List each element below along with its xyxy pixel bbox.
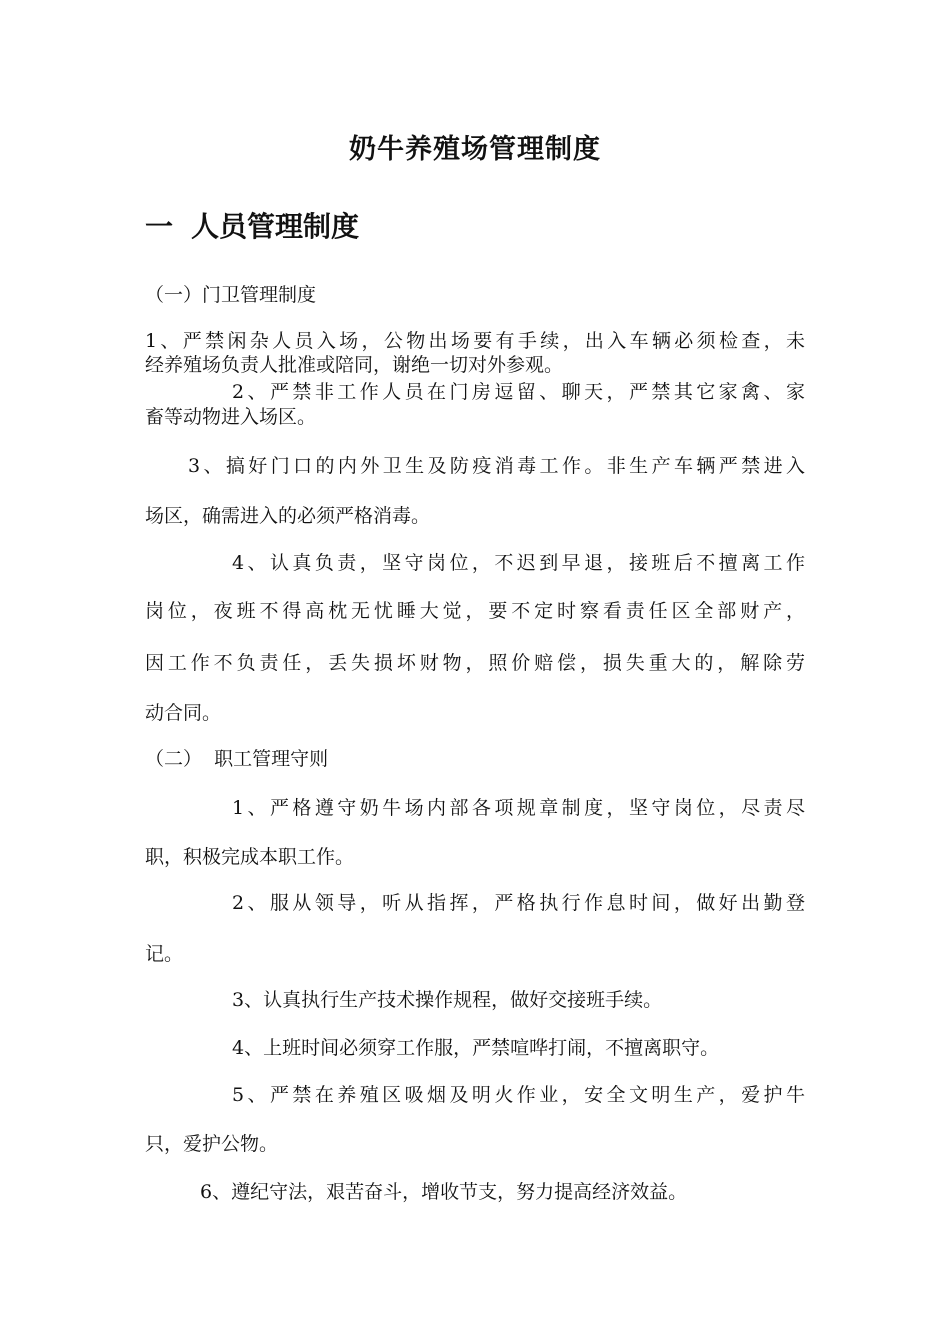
gate-rule-2-line-1: 2、严禁非工作人员在门房逗留、聊天，严禁其它家禽、家 — [232, 381, 805, 403]
document-title: 奶牛养殖场管理制度 — [349, 134, 601, 165]
staff-rule-3: 3、认真执行生产技术操作规程，做好交接班手续。 — [232, 989, 663, 1011]
staff-rule-6: 6、遵纪守法，艰苦奋斗，增收节支，努力提高经济效益。 — [200, 1181, 688, 1203]
subsection-heading-staff — [145, 746, 328, 772]
section-title: 人员管理制度 — [191, 210, 360, 243]
gate-rule-1-line-1: 1、严禁闲杂人员入场，公物出场要有手续，出入车辆必须检查，未 — [145, 330, 805, 352]
staff-rule-4: 4、上班时间必须穿工作服，严禁喧哗打闹，不擅离职守。 — [232, 1037, 720, 1059]
staff-rule-1-line-1: 1、严格遵守奶牛场内部各项规章制度，坚守岗位，尽责尽 — [232, 797, 805, 819]
gate-rule-1-line-2: 经养殖场负责人批准或陪同，谢绝一切对外参观。 — [145, 354, 564, 376]
staff-rule-2-line-1: 2、服从领导，听从指挥，严格执行作息时间，做好出勤登 — [232, 892, 805, 914]
staff-rule-5-line-1: 5、严禁在养殖区吸烟及明火作业，安全文明生产，爱护牛 — [232, 1084, 805, 1106]
subsection-heading-staff-text: （二） 职工管理守则 — [145, 748, 329, 770]
section-heading — [145, 208, 359, 246]
section-number: 一 — [145, 210, 174, 243]
gate-rule-4-line-1: 4、认真负责，坚守岗位，不迟到早退，接班后不擅离工作 — [232, 552, 805, 574]
gate-rule-3-line-2: 场区，确需进入的必须严格消毒。 — [145, 505, 431, 527]
staff-rule-5-line-2: 只，爱护公物。 — [145, 1133, 279, 1155]
gate-rule-4-line-3: 因工作不负责任，丢失损坏财物，照价赔偿，损失重大的，解除劳 — [145, 652, 805, 674]
gate-rule-4-line-4: 动合同。 — [145, 702, 222, 724]
gate-rule-2-line-2: 畜等动物进入场区。 — [145, 406, 317, 428]
staff-rule-1-line-2: 职，积极完成本职工作。 — [145, 846, 355, 868]
staff-rule-2-line-2: 记。 — [145, 943, 184, 965]
gate-rule-4-line-2: 岗位，夜班不得高枕无忧睡大觉，要不定时察看责任区全部财产， — [145, 600, 805, 622]
subsection-heading-gate: （一）门卫管理制度 — [145, 284, 317, 306]
gate-rule-3-line-1: 3、搞好门口的内外卫生及防疫消毒工作。非生产车辆严禁进入 — [188, 455, 805, 477]
